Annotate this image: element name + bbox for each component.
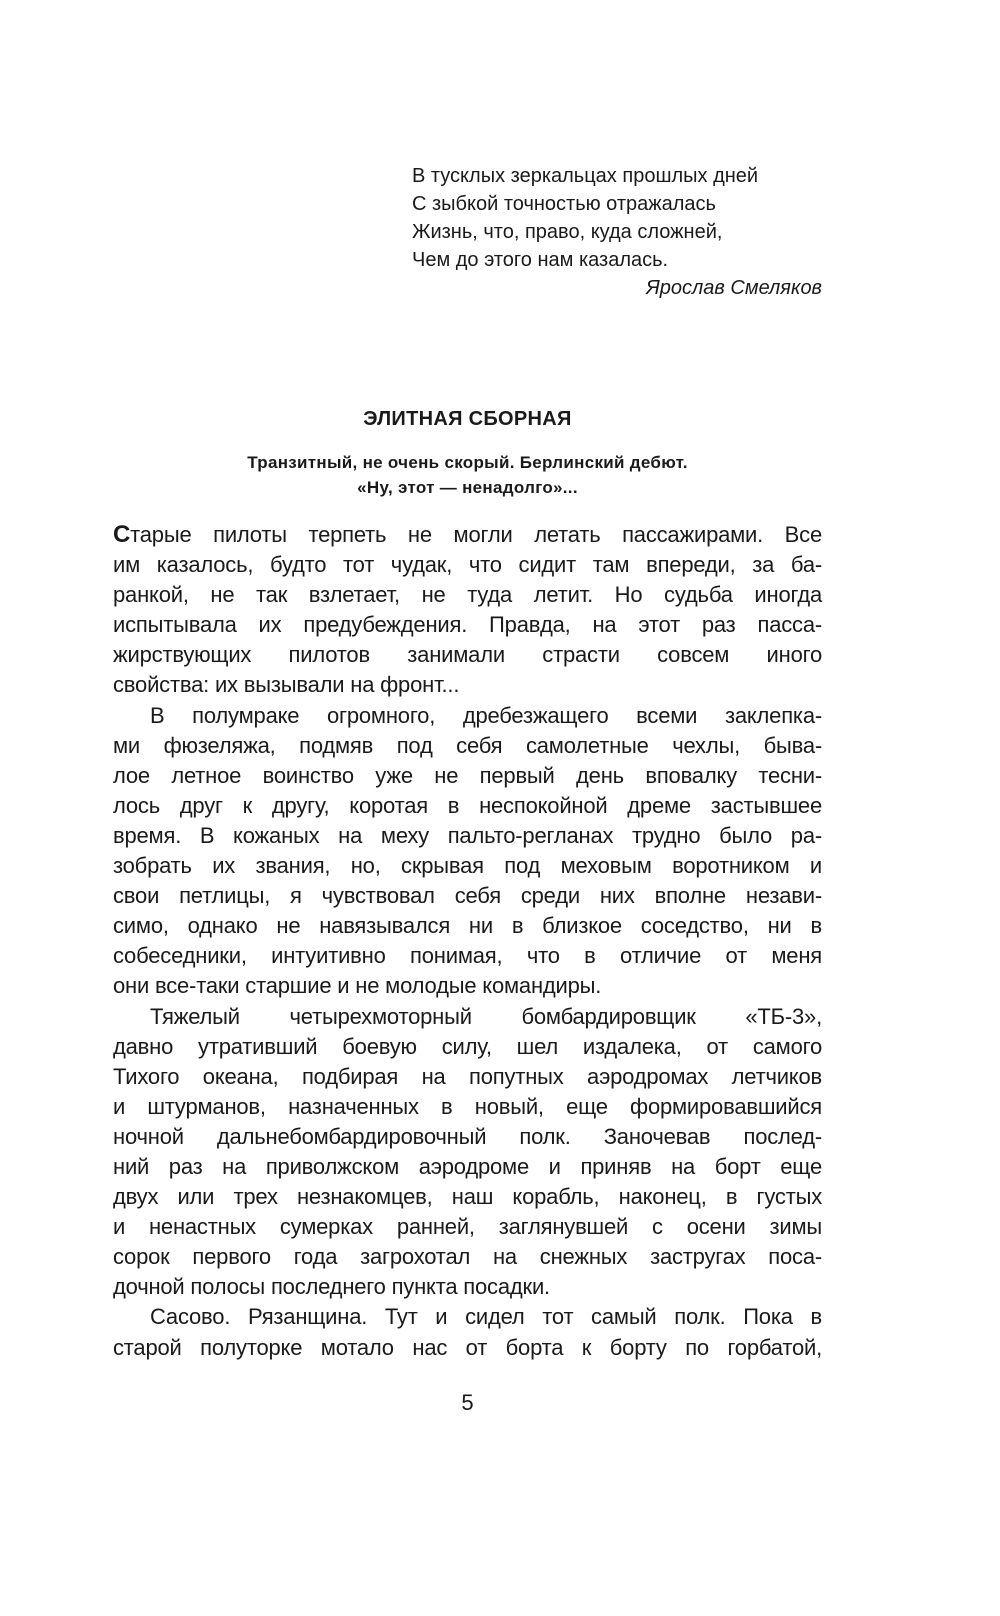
text-line: свои петлицы, я чувствовал себя среди них вполне незави- [113,883,822,909]
text-line: Тяжелый четырехмоторный бомбардировщик «ТБ-3», [150,1003,822,1029]
epigraph [412,162,822,302]
text-line: В полумраке огромного, дребезжащего всеми заклепка- [150,702,822,728]
text-line: ми фюзеляжа, подмяв под себя самолетные чехлы, быва- [113,732,822,758]
epigraph-line: В тусклых зеркальцах прошлых дней [412,165,759,187]
text-line: собеседники, интуитивно понимая, что в отличие от меня [113,943,822,969]
text-line: зобрать их звания, но, скрывая под меховым воротником и [113,853,822,879]
drop-cap: С [113,521,131,548]
epigraph-author: Ярослав Смеляков [646,277,822,299]
text-line: старой полуторке мотало нас от борта к борту по горбатой, [113,1334,822,1360]
epigraph-line: С зыбкой точностью отражалась [412,193,716,215]
text-line: жирствующих пилотов занимали страсти совсем иного [113,642,822,668]
subtitle-line: «Ну, этот — ненадолго»... [357,478,578,497]
page-number: 5 [461,1390,474,1415]
text-fragment: тарые пилоты терпеть не могли летать пассажирами. Все [130,522,822,547]
epigraph-line: Жизнь, что, право, куда сложней, [412,221,723,243]
text-line: ночной дальнебомбардировочный полк. Заночевав послед- [113,1123,822,1149]
chapter-title: ЭЛИТНАЯ СБОРНАЯ [363,408,572,430]
body-text [113,520,822,1363]
text-line: свойства: их вызывали на фронт... [113,672,460,698]
text-line: ний раз на приволжском аэродроме и приняв на борт еще [113,1153,822,1179]
chapter-subtitle [0,450,935,500]
subtitle-line: Транзитный, не очень скорый. Берлинский дебют. [247,453,688,472]
text-line: время. В кожаных на меху пальто-регланах трудно было ра- [113,822,822,848]
text-line: они все-таки старшие и не молодые командиры. [113,973,602,999]
text-line: давно утративший боевую силу, шел издалека, от самого [113,1033,822,1059]
text-line: дочной полосы последнего пункта посадки. [113,1274,550,1300]
text-line: испытывала их предубеждения. Правда, на этот раз пасса- [113,612,822,638]
text-line: и штурманов, назначенных в новый, еще формировавшийся [113,1093,822,1119]
epigraph-line: Чем до этого нам казалась. [412,249,669,271]
text-line: ранкой, не так взлетает, не туда летит. Но судьба иногда [113,582,822,608]
text-line: Сасово. Рязанщина. Тут и сидел тот самый полк. Пока в [150,1304,822,1330]
text-line: и ненастных сумерках ранней, заглянувшей с осени зимы [113,1214,822,1240]
text-line: двух или трех незнакомцев, наш корабль, наконец, в густых [113,1184,822,1210]
text-line: симо, однако не навязывался ни в близкое соседство, ни в [113,913,822,939]
text-line [113,520,822,550]
text-line: сорок первого года загрохотал на снежных застругах поса- [113,1244,822,1270]
text-line: лое летное воинство уже не первый день вповалку тесни- [113,762,822,788]
text-line: Тихого океана, подбирая на попутных аэродромах летчиков [113,1063,822,1089]
text-line: лось друг к другу, коротая в неспокойной дреме застывшее [113,792,822,818]
text-line: им казалось, будто тот чудак, что сидит там впереди, за ба- [113,552,822,578]
